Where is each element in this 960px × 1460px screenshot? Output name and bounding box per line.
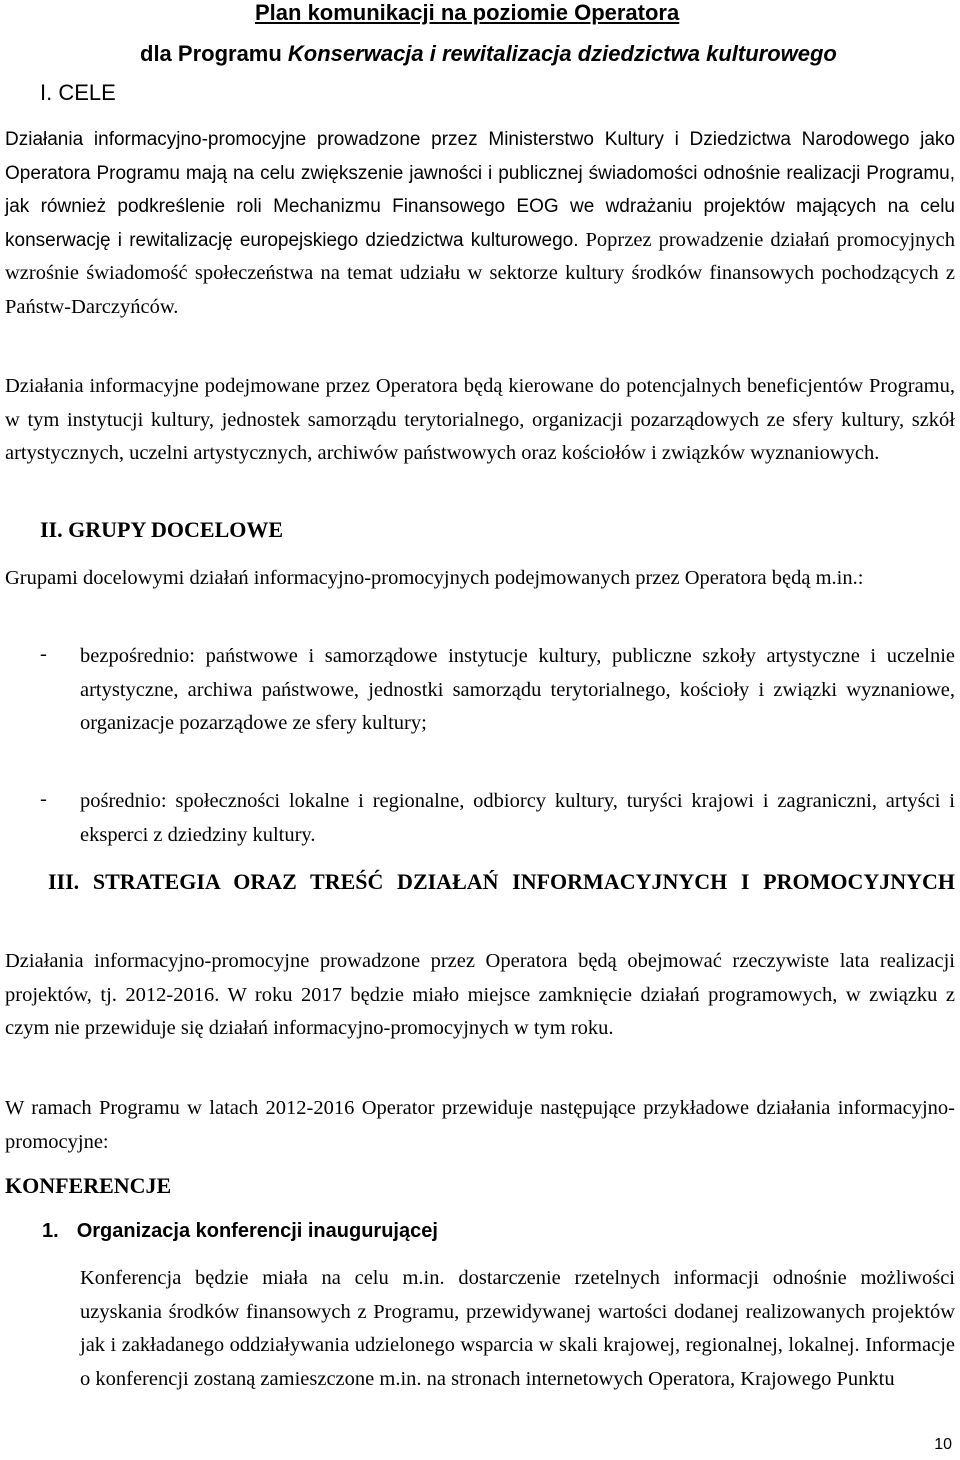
numbered-item-heading <box>42 1220 438 1243</box>
section-heading-strategia <box>48 866 955 898</box>
section-heading-cele: I. CELE <box>40 80 116 105</box>
document-subtitle <box>140 41 837 67</box>
bullet-dash: - <box>40 643 47 665</box>
strategia-paragraph-1: Działania informacyjno-promocyjne prowadzone przez Operatora będą obejmować rzeczywiste lata realizacji projektów, tj. 2012-2016. W roku 2017 będzie miało miejsce zamknięcie działań programowych, w związku z czym nie przewiduje się działań informacyjno-promocyjnych w tym roku. <box>5 950 955 1039</box>
konferencja-paragraph: Konferencja będzie miała na celu m.in. dostarczenie rzetelnych informacji odnośnie możliwości uzyskania środków finansowych z Programu, przewidywanej wartości dodanej realizowanych projektów jak i zakładanego oddziaływania udzielonego wsparcia w skali krajowej, regionalnej, lokalnej. Informacje o konferencji zostaną zamieszczone m.in. na stronach internetowych Operatora, Krajowego Punktu <box>80 1267 955 1390</box>
subtitle-prefix: dla Programu <box>140 41 288 66</box>
cele-paragraph-2: Działania informacyjne podejmowane przez Operatora będą kierowane do potencjalnych beneficjentów Programu, w tym instytucji kultury, jednostek samorządu terytorialnego, organizacji pozarządowych ze sfery kultury, szkół artystycznych, uczelni artystycznych, archiwów państwowych oraz kościołów i związków wyznaniowych. <box>5 375 955 464</box>
item-title: Organizacja konferencji inaugurującej <box>76 1220 438 1242</box>
bullet-item: pośrednio: społeczności lokalne i regionalne, odbiorcy kultury, turyści krajowi i zagraniczni, artyści i eksperci z dziedziny kultury. <box>80 790 955 846</box>
bullet-dash: - <box>40 788 47 810</box>
program-name: Konserwacja i rewitalizacja dziedzictwa kulturowego <box>287 41 837 66</box>
cele-paragraph-1-part2: Poprzez prowadzenie działań promocyjnych wzrośnie świadomość społeczeństwa na temat udziału w sektorze kultury środków finansowych pochodzących z Państw-Darczyńców. <box>5 228 955 318</box>
document-title: Plan komunikacji na poziomie Operatora <box>255 0 680 25</box>
strategia-heading-text: III. STRATEGIA ORAZ TREŚĆ DZIAŁAŃ INFORMACYJNYCH I PROMOCYJNYCH <box>48 869 955 894</box>
page-number: 10 <box>934 1436 952 1453</box>
cele-paragraph-1 <box>5 123 955 324</box>
cele-paragraph-1-part1: Działania informacyjno-promocyjne prowadzone przez Ministerstwo Kultury i Dziedzictwa Narodowego jako Operatora Programu mają na celu zwiększenie jawności i publicznej świadomości odnośnie realizacji Programu, jak również podkreślenie roli Mechanizmu Finansowego EOG we wdrażaniu projektów mających na celu konserwację i rewitalizację europejskiego dziedzictwa kulturowego. <box>5 129 955 251</box>
strategia-paragraph-2: W ramach Programu w latach 2012-2016 Operator przewiduje następujące przykładowe działania informacyjno-promocyjne: <box>5 1097 955 1153</box>
bullet-item: bezpośrednio: państwowe i samorządowe instytucje kultury, publiczne szkoły artystyczne i uczelnie artystyczne, archiwa państwowe, jednostki samorządu terytorialnego, kościoły i związki wyznaniowe, organizacje pozarządowe ze sfery kultury; <box>80 645 955 734</box>
section-heading-grupy: II. GRUPY DOCELOWE <box>40 517 284 542</box>
grupy-intro: Grupami docelowymi działań informacyjno-promocyjnych podejmowanych przez Operatora będą m.in.: <box>5 567 864 589</box>
item-number: 1. <box>42 1220 59 1242</box>
konferencje-heading: KONFERENCJE <box>5 1173 172 1198</box>
